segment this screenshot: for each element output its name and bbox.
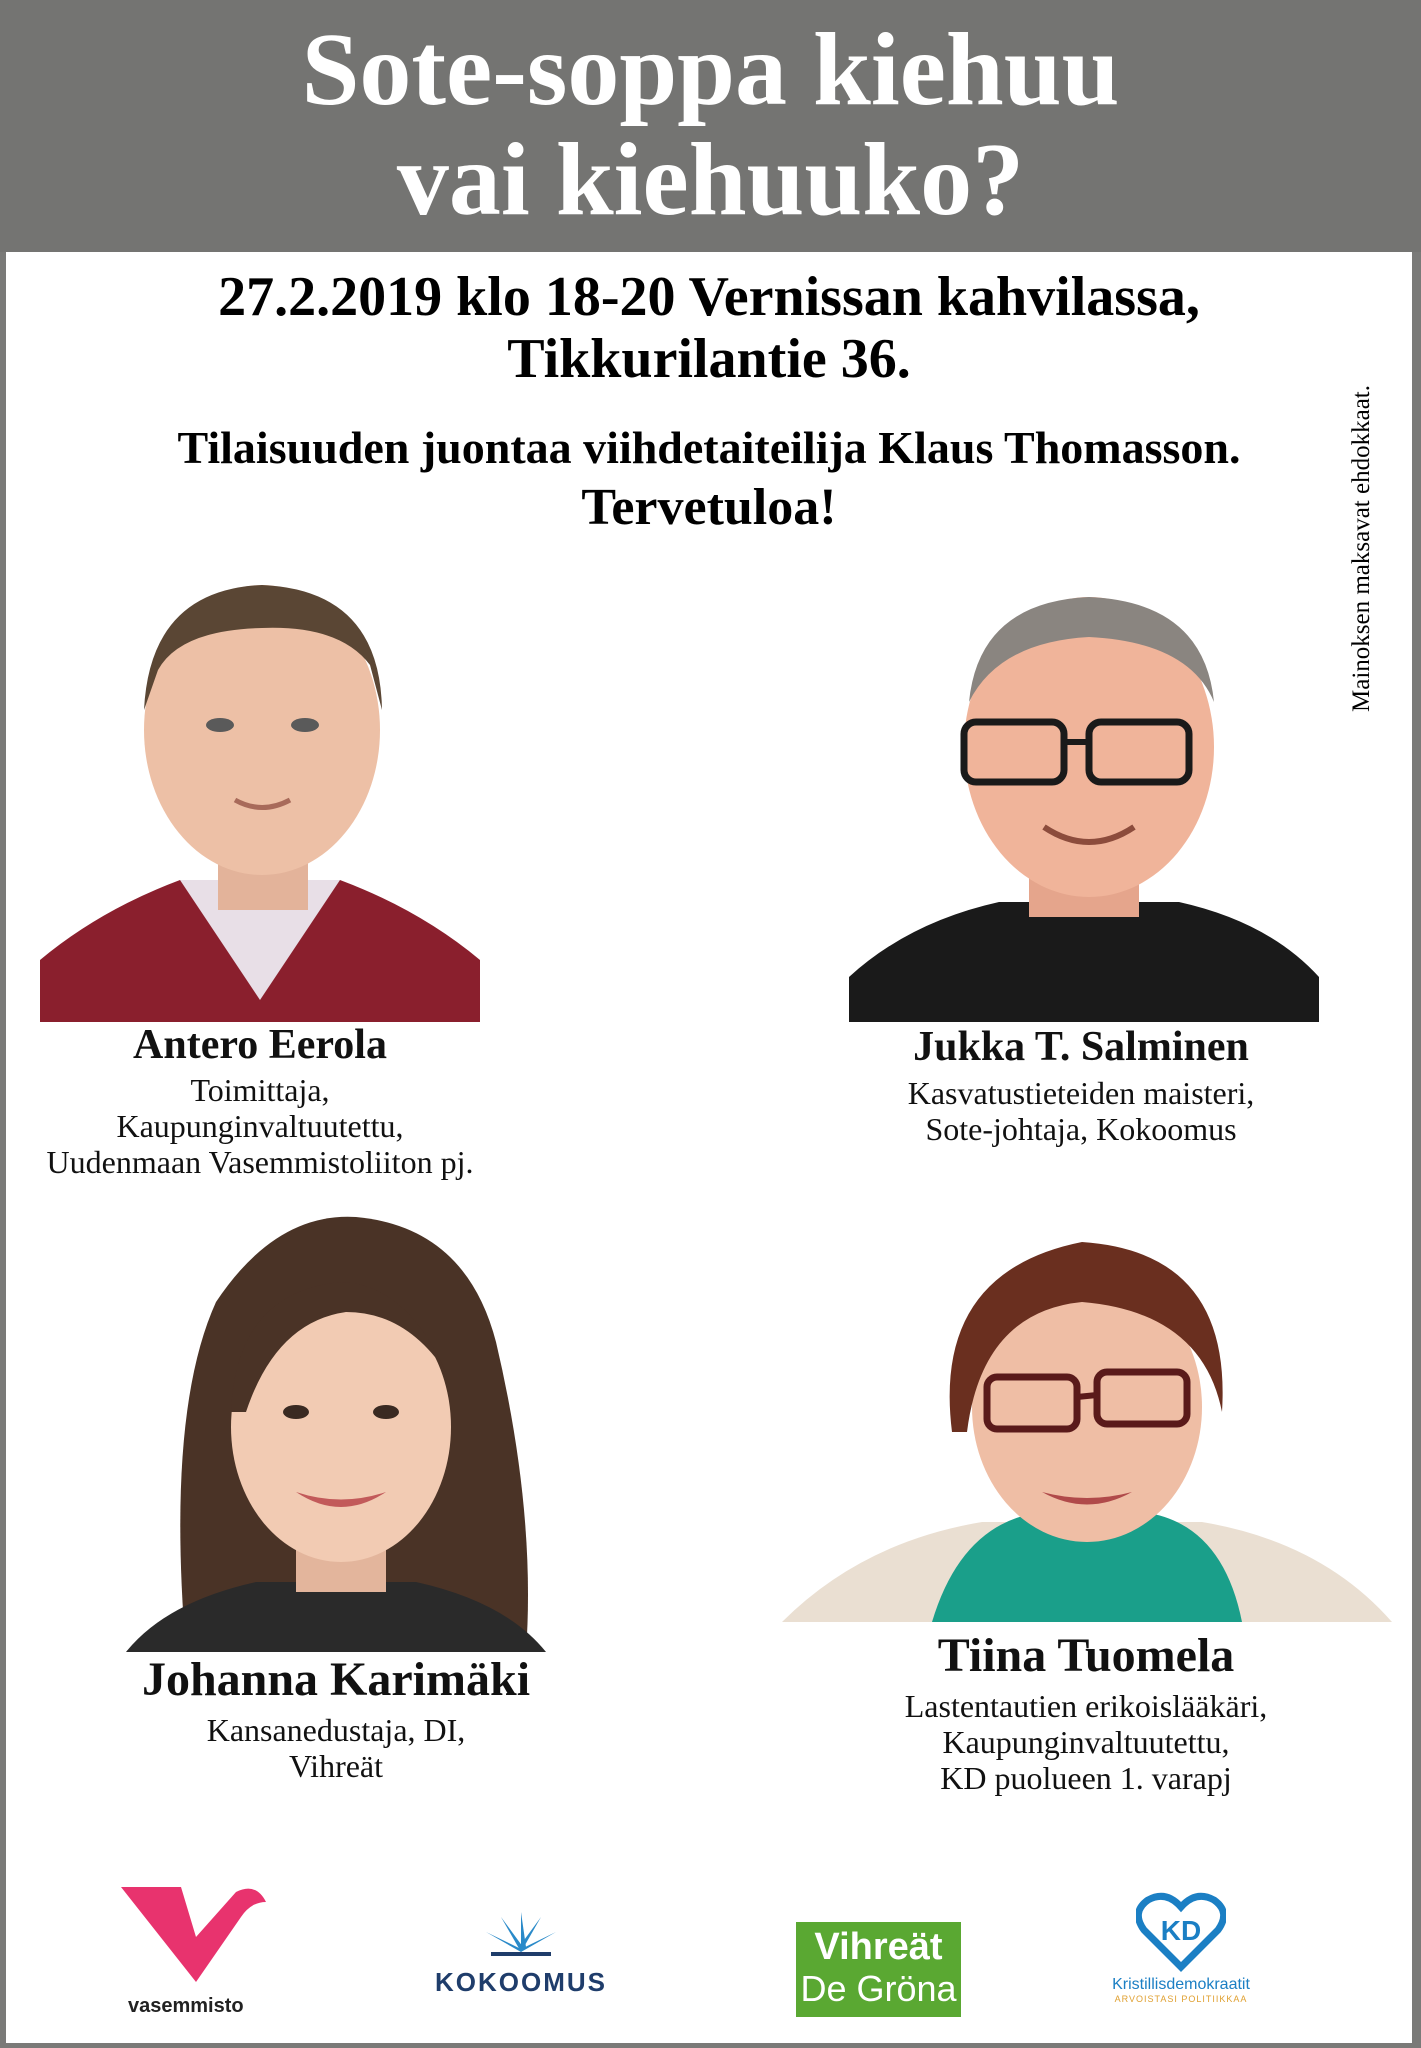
man-portrait-icon	[40, 560, 480, 1022]
kokoomus-logo	[421, 1902, 621, 2032]
speaker-name: Jukka T. Salminen	[913, 1024, 1249, 1070]
header-banner	[0, 0, 1421, 252]
speaker-description-line: Kasvatustieteiden maisteri,	[907, 1075, 1255, 1111]
title-line-1: Sote-soppa kiehuu	[301, 12, 1120, 127]
kd-slogan: ARVOISTASI POLITIIKKAA	[1114, 1994, 1248, 2004]
woman-portrait-icon	[106, 1212, 566, 1652]
kd-letters: KD	[1160, 1915, 1202, 1946]
woman-with-glasses-portrait-icon	[782, 1192, 1392, 1622]
speaker-description	[40, 1072, 480, 1180]
speaker-description-line: KD puolueen 1. varapj	[940, 1760, 1232, 1796]
speaker-description	[86, 1712, 586, 1784]
speaker-name: Johanna Karimäki	[141, 1653, 531, 1706]
vihreat-logo	[796, 1922, 961, 2017]
event-date-location	[6, 266, 1412, 390]
speaker-description	[826, 1075, 1336, 1147]
ad-disclaimer: Mainoksen maksavat ehdokkaat.	[1348, 385, 1375, 712]
event-date-line: 27.2.2019 klo 18-20 Vernissan kahvilassa,	[218, 266, 1200, 328]
speaker-description-line: Kansanedustaja, DI,	[206, 1712, 466, 1748]
vihreat-wordmark: Vihreät	[814, 1926, 943, 1968]
speaker-name: Antero Eerola	[133, 1022, 387, 1068]
vasemmisto-logo	[116, 1882, 276, 2032]
vasemmisto-wordmark: vasemmisto	[128, 1995, 244, 2017]
speaker-description-line: Vihreät	[288, 1748, 384, 1784]
man-with-glasses-portrait-icon	[849, 582, 1319, 1022]
speaker-description-line: Toimittaja,	[190, 1072, 330, 1108]
degrona-wordmark: De Gröna	[800, 1968, 957, 2009]
poster-body	[6, 252, 1412, 2043]
speaker-description-line: Sote-johtaja, Kokoomus	[925, 1111, 1237, 1147]
speaker-name: Tiina Tuomela	[937, 1629, 1235, 1682]
event-address-line: Tikkurilantie 36.	[507, 328, 911, 390]
speaker-description-line: Kaupunginvaltuutettu,	[942, 1724, 1230, 1760]
kd-logo	[1096, 1892, 1266, 2032]
speaker-description-line: Uudenmaan Vasemmistoliiton pj.	[46, 1144, 474, 1180]
speaker-description	[806, 1688, 1366, 1796]
kd-wordmark: Kristillisdemokraatit	[1112, 1976, 1250, 1993]
speaker-description-line: Lastentautien erikoislääkäri,	[904, 1688, 1268, 1724]
speaker-description-line: Kaupunginvaltuutettu,	[116, 1108, 404, 1144]
title-line-2: vai kiehuuko?	[396, 122, 1025, 237]
event-welcome: Tervetuloa!	[581, 479, 837, 536]
event-host: Tilaisuuden juontaa viihdetaiteilija Klaus Thomasson.	[177, 422, 1241, 473]
kokoomus-wordmark: KOKOOMUS	[435, 1967, 607, 1997]
